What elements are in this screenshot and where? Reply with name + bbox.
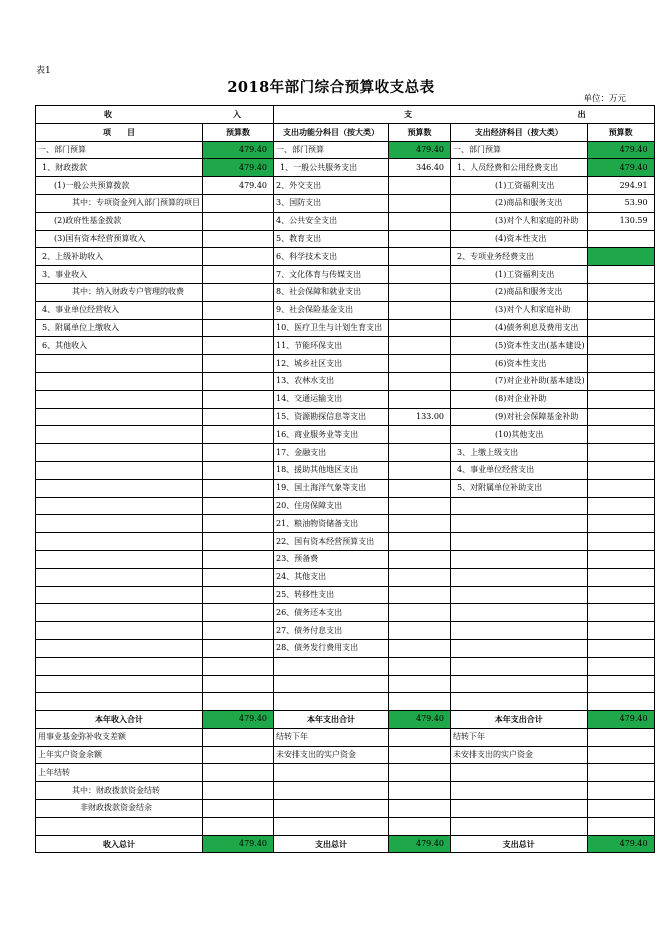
income-amount-cell (203, 283, 274, 301)
income-amount-cell (203, 764, 274, 782)
income-item-cell: 5、附属单位上缴收入 (36, 319, 203, 337)
func-amount-cell (389, 497, 451, 515)
sheet-tag: 表1 (36, 66, 51, 76)
func-amount-cell (389, 337, 451, 355)
func-amount-cell (389, 657, 451, 675)
func-amount-cell (389, 194, 451, 212)
econ-amount-cell: 294.91 (587, 177, 654, 195)
table-row (36, 800, 655, 818)
income-amount-cell (203, 408, 274, 426)
income-item-cell: 2、上级补助收入 (36, 248, 203, 266)
func-amount-cell (389, 461, 451, 479)
income-item-cell (36, 604, 203, 622)
table-row (36, 533, 655, 551)
func-item-cell: 10、医疗卫生与计划生育支出 (274, 319, 389, 337)
econ-item-cell: 支出总计 (451, 835, 588, 853)
func-item-cell: 未安排支出的实户资金 (274, 746, 389, 764)
table-row (36, 550, 655, 568)
table-row (36, 497, 655, 515)
econ-amount-cell (587, 372, 654, 390)
func-item-cell: 27、债务付息支出 (274, 622, 389, 640)
income-amount-cell (203, 604, 274, 622)
func-item-cell: 结转下年 (274, 728, 389, 746)
econ-item-cell: (5)资本性支出(基本建设) (451, 337, 588, 355)
table-row (36, 408, 655, 426)
income-item-cell: 6、其他收入 (36, 337, 203, 355)
econ-amount-cell (587, 390, 654, 408)
income-item-cell: (2)政府性基金拨款 (36, 212, 203, 230)
income-amount-cell (203, 426, 274, 444)
table-row (36, 426, 655, 444)
table-row (36, 372, 655, 390)
func-item-cell (274, 782, 389, 800)
table-row (36, 319, 655, 337)
func-amount-cell (389, 693, 451, 711)
econ-item-cell: (3)对个人和家庭的补助 (451, 212, 588, 230)
func-amount-cell (389, 212, 451, 230)
func-amount-cell (389, 568, 451, 586)
table-row (36, 194, 655, 212)
income-amount-cell (203, 301, 274, 319)
table-row (36, 675, 655, 693)
income-amount-cell (203, 533, 274, 551)
econ-amount-cell (587, 408, 654, 426)
table-row (36, 390, 655, 408)
func-item-cell: 17、金融支出 (274, 444, 389, 462)
func-item-cell: 5、教育支出 (274, 230, 389, 248)
econ-item-cell: 1、人员经费和公用经费支出 (451, 159, 588, 177)
col-econ-header: 支出经济科目（按大类） (451, 123, 588, 141)
income-amount-cell (203, 800, 274, 818)
econ-amount-cell (587, 355, 654, 373)
econ-item-cell: 4、事业单位经营支出 (451, 461, 588, 479)
func-amount-cell (389, 764, 451, 782)
econ-item-cell (451, 550, 588, 568)
func-item-cell: 9、社会保险基金支出 (274, 301, 389, 319)
func-amount-cell (389, 817, 451, 835)
econ-amount-cell: 479.40 (587, 159, 654, 177)
table-row (36, 693, 655, 711)
unit-label: 单位：万元 (583, 94, 626, 104)
income-amount-cell (203, 639, 274, 657)
econ-amount-cell (587, 230, 654, 248)
col-func-header: 支出功能分科目（按大类） (274, 123, 389, 141)
func-item-cell: 1、一般公共服务支出 (274, 159, 389, 177)
econ-amount-cell (587, 728, 654, 746)
func-item-cell: 一、部门预算 (274, 141, 389, 159)
budget-table (35, 105, 655, 853)
econ-amount-cell (587, 568, 654, 586)
func-amount-cell (389, 800, 451, 818)
page-title: 2018年部门综合预算收支总表 (227, 79, 435, 96)
econ-amount-cell (587, 675, 654, 693)
econ-amount-cell (587, 622, 654, 640)
econ-item-cell: (10)其他支出 (451, 426, 588, 444)
income-item-cell (36, 586, 203, 604)
table-row (36, 461, 655, 479)
income-item-cell (36, 408, 203, 426)
income-amount-cell (203, 586, 274, 604)
income-item-cell: 收入总计 (36, 835, 203, 853)
econ-amount-cell (587, 337, 654, 355)
func-item-cell: 21、粮油物资储备支出 (274, 515, 389, 533)
econ-item-cell (451, 497, 588, 515)
econ-amount-cell: 53.90 (587, 194, 654, 212)
func-amount-cell (389, 444, 451, 462)
income-amount-cell (203, 728, 274, 746)
func-amount-cell (389, 319, 451, 337)
table-row (36, 301, 655, 319)
func-item-cell: 26、债务还本支出 (274, 604, 389, 622)
econ-amount-cell (587, 479, 654, 497)
income-item-cell (36, 693, 203, 711)
income-item-cell: (1)一般公共预算拨款 (36, 177, 203, 195)
econ-amount-cell (587, 639, 654, 657)
func-amount-cell (389, 622, 451, 640)
func-item-cell: 本年支出合计 (274, 711, 389, 729)
econ-item-cell: (4)资本性支出 (451, 230, 588, 248)
econ-item-cell: 一、部门预算 (451, 141, 588, 159)
func-amount-cell (389, 426, 451, 444)
func-item-cell: 8、社会保障和就业支出 (274, 283, 389, 301)
func-item-cell: 24、其他支出 (274, 568, 389, 586)
econ-item-cell: 结转下年 (451, 728, 588, 746)
table-row (36, 444, 655, 462)
income-amount-cell (203, 319, 274, 337)
table-row (36, 212, 655, 230)
income-item-cell: 用事业基金弥补收支差额 (36, 728, 203, 746)
income-amount-cell (203, 515, 274, 533)
func-amount-cell (389, 675, 451, 693)
col-amount-header: 预算数 (203, 123, 274, 141)
income-amount-cell (203, 212, 274, 230)
func-amount-cell (389, 550, 451, 568)
econ-item-cell (451, 586, 588, 604)
income-item-cell: 一、部门预算 (36, 141, 203, 159)
income-amount-cell (203, 355, 274, 373)
func-item-cell: 22、国有资本经营预算支出 (274, 533, 389, 551)
income-amount-cell (203, 372, 274, 390)
table-row (36, 230, 655, 248)
econ-amount-cell: 479.40 (587, 711, 654, 729)
income-amount-cell (203, 461, 274, 479)
income-amount-cell: 479.40 (203, 835, 274, 853)
table-row (36, 248, 655, 266)
func-amount-cell (389, 479, 451, 497)
func-item-cell: 3、国防支出 (274, 194, 389, 212)
func-amount-cell (389, 355, 451, 373)
table-row (36, 657, 655, 675)
econ-item-cell: 5、对附属单位补助支出 (451, 479, 588, 497)
table-row (36, 782, 655, 800)
income-item-cell (36, 550, 203, 568)
func-item-cell (274, 675, 389, 693)
econ-item-cell (451, 817, 588, 835)
income-item-cell (36, 817, 203, 835)
econ-amount-cell (587, 248, 654, 266)
income-item-cell: 3、事业收入 (36, 266, 203, 284)
income-item-cell: (3)国有资本经营预算收入 (36, 230, 203, 248)
table-row (36, 266, 655, 284)
econ-amount-cell (587, 444, 654, 462)
econ-item-cell: (8)对企业补助 (451, 390, 588, 408)
func-amount-cell: 479.40 (389, 711, 451, 729)
econ-amount-cell (587, 800, 654, 818)
income-item-cell: 1、财政拨款 (36, 159, 203, 177)
income-amount-cell: 479.40 (203, 177, 274, 195)
econ-item-cell: 3、上缴上级支出 (451, 444, 588, 462)
income-item-cell (36, 675, 203, 693)
table-row (36, 622, 655, 640)
func-amount-cell (389, 230, 451, 248)
table-row (36, 337, 655, 355)
func-amount-cell: 479.40 (389, 141, 451, 159)
income-item-cell (36, 461, 203, 479)
table-row (36, 141, 655, 159)
econ-item-cell: (6)资本性支出 (451, 355, 588, 373)
income-item-cell (36, 622, 203, 640)
econ-amount-cell (587, 301, 654, 319)
econ-item-cell: (2)商品和服务支出 (451, 194, 588, 212)
func-item-cell: 支出总计 (274, 835, 389, 853)
col-amount-header: 预算数 (389, 123, 451, 141)
income-item-cell: 4、事业单位经营收入 (36, 301, 203, 319)
econ-item-cell (451, 604, 588, 622)
income-amount-cell (203, 497, 274, 515)
func-item-cell: 12、城乡社区支出 (274, 355, 389, 373)
func-item-cell: 15、资源勘探信息等支出 (274, 408, 389, 426)
table-row (36, 283, 655, 301)
income-amount-cell (203, 266, 274, 284)
income-amount-cell: 479.40 (203, 141, 274, 159)
income-item-cell (36, 390, 203, 408)
econ-item-cell (451, 533, 588, 551)
table-row (36, 604, 655, 622)
income-amount-cell (203, 817, 274, 835)
income-amount-cell: 479.40 (203, 711, 274, 729)
income-item-cell (36, 657, 203, 675)
income-amount-cell (203, 622, 274, 640)
econ-item-cell: (9)对社会保障基金补助 (451, 408, 588, 426)
table-row (36, 479, 655, 497)
econ-amount-cell (587, 533, 654, 551)
func-item-cell: 7、文化体育与传媒支出 (274, 266, 389, 284)
section-header-row (36, 106, 655, 124)
econ-amount-cell (587, 817, 654, 835)
func-item-cell: 11、节能环保支出 (274, 337, 389, 355)
econ-item-cell (451, 515, 588, 533)
table-row (36, 835, 655, 853)
func-item-cell: 18、援助其他地区支出 (274, 461, 389, 479)
econ-item-cell: (3)对个人和家庭补助 (451, 301, 588, 319)
func-item-cell: 28、债务发行费用支出 (274, 639, 389, 657)
table-row (36, 711, 655, 729)
econ-item-cell (451, 622, 588, 640)
func-amount-cell (389, 639, 451, 657)
econ-amount-cell (587, 426, 654, 444)
func-amount-cell (389, 586, 451, 604)
func-item-cell (274, 800, 389, 818)
income-amount-cell (203, 479, 274, 497)
func-item-cell: 23、预备费 (274, 550, 389, 568)
econ-item-cell (451, 782, 588, 800)
econ-amount-cell (587, 604, 654, 622)
func-item-cell: 14、交通运输支出 (274, 390, 389, 408)
func-amount-cell (389, 746, 451, 764)
income-amount-cell (203, 230, 274, 248)
econ-amount-cell: 479.40 (587, 835, 654, 853)
table-row (36, 817, 655, 835)
econ-item-cell (451, 693, 588, 711)
income-item-cell: 本年收入合计 (36, 711, 203, 729)
table-row (36, 639, 655, 657)
econ-item-cell (451, 675, 588, 693)
income-amount-cell (203, 390, 274, 408)
income-item-cell (36, 568, 203, 586)
econ-amount-cell (587, 497, 654, 515)
func-amount-cell: 346.40 (389, 159, 451, 177)
econ-amount-cell (587, 586, 654, 604)
income-item-cell (36, 355, 203, 373)
econ-item-cell (451, 639, 588, 657)
func-amount-cell (389, 390, 451, 408)
income-amount-cell (203, 550, 274, 568)
func-item-cell: 16、商业服务业等支出 (274, 426, 389, 444)
func-item-cell: 19、国土海洋气象等支出 (274, 479, 389, 497)
econ-amount-cell (587, 746, 654, 764)
econ-item-cell: (4)债务利息及费用支出 (451, 319, 588, 337)
table-row (36, 746, 655, 764)
table-row (36, 764, 655, 782)
econ-item-cell: 2、专项业务经费支出 (451, 248, 588, 266)
func-amount-cell (389, 604, 451, 622)
func-amount-cell (389, 533, 451, 551)
func-item-cell: 4、公共安全支出 (274, 212, 389, 230)
income-amount-cell: 479.40 (203, 159, 274, 177)
econ-item-cell: 未安排支出的实户资金 (451, 746, 588, 764)
func-amount-cell (389, 728, 451, 746)
income-amount-cell (203, 675, 274, 693)
income-amount-cell (203, 657, 274, 675)
econ-item-cell: 本年支出合计 (451, 711, 588, 729)
income-item-cell (36, 533, 203, 551)
econ-item-cell (451, 657, 588, 675)
income-amount-cell (203, 337, 274, 355)
econ-amount-cell (587, 693, 654, 711)
col-item-header: 项 目 (36, 123, 203, 141)
func-item-cell (274, 764, 389, 782)
func-item-cell: 20、住房保障支出 (274, 497, 389, 515)
func-amount-cell (389, 301, 451, 319)
income-item-cell (36, 639, 203, 657)
income-item-cell: 其中：纳入财政专户管理的收费 (36, 283, 203, 301)
col-amount-header: 预算数 (587, 123, 654, 141)
econ-item-cell: (7)对企业补助(基本建设) (451, 372, 588, 390)
func-item-cell (274, 693, 389, 711)
func-amount-cell (389, 248, 451, 266)
table-row (36, 568, 655, 586)
func-amount-cell (389, 515, 451, 533)
income-item-cell (36, 372, 203, 390)
income-amount-cell (203, 693, 274, 711)
table-row (36, 586, 655, 604)
econ-amount-cell (587, 657, 654, 675)
income-amount-cell (203, 194, 274, 212)
func-item-cell: 6、科学技术支出 (274, 248, 389, 266)
econ-item-cell (451, 800, 588, 818)
func-item-cell: 13、农林水支出 (274, 372, 389, 390)
table-row (36, 355, 655, 373)
income-item-cell (36, 515, 203, 533)
func-item-cell: 25、转移性支出 (274, 586, 389, 604)
income-section-header: 收 入 (36, 106, 274, 124)
econ-amount-cell: 479.40 (587, 141, 654, 159)
func-amount-cell (389, 782, 451, 800)
econ-item-cell (451, 764, 588, 782)
econ-item-cell: (2)商品和服务支出 (451, 283, 588, 301)
econ-amount-cell (587, 550, 654, 568)
func-item-cell (274, 657, 389, 675)
econ-item-cell: (1)工资福利支出 (451, 177, 588, 195)
income-item-cell: 非财政拨款资金结余 (36, 800, 203, 818)
econ-amount-cell (587, 782, 654, 800)
column-header-row (36, 123, 655, 141)
table-row (36, 515, 655, 533)
table-row (36, 728, 655, 746)
income-amount-cell (203, 746, 274, 764)
income-amount-cell (203, 568, 274, 586)
income-item-cell (36, 497, 203, 515)
func-item-cell: 2、外交支出 (274, 177, 389, 195)
func-item-cell (274, 817, 389, 835)
income-item-cell (36, 426, 203, 444)
income-amount-cell (203, 248, 274, 266)
income-amount-cell (203, 782, 274, 800)
econ-amount-cell (587, 764, 654, 782)
table-row (36, 177, 655, 195)
income-item-cell (36, 444, 203, 462)
econ-amount-cell (587, 319, 654, 337)
func-amount-cell (389, 372, 451, 390)
econ-item-cell (451, 568, 588, 586)
income-item-cell: 上年实户资金余额 (36, 746, 203, 764)
econ-amount-cell (587, 461, 654, 479)
table-row (36, 159, 655, 177)
func-amount-cell (389, 283, 451, 301)
expense-section-header: 支 出 (274, 106, 655, 124)
func-amount-cell (389, 177, 451, 195)
econ-amount-cell: 130.59 (587, 212, 654, 230)
econ-amount-cell (587, 283, 654, 301)
func-amount-cell: 133.00 (389, 408, 451, 426)
income-item-cell: 其中：专项资金列入部门预算的项目 (36, 194, 203, 212)
income-amount-cell (203, 444, 274, 462)
func-amount-cell (389, 266, 451, 284)
econ-item-cell: (1)工资福利支出 (451, 266, 588, 284)
econ-amount-cell (587, 266, 654, 284)
func-amount-cell: 479.40 (389, 835, 451, 853)
income-item-cell (36, 479, 203, 497)
income-item-cell: 其中：财政拨款资金结转 (36, 782, 203, 800)
econ-amount-cell (587, 515, 654, 533)
income-item-cell: 上年结转 (36, 764, 203, 782)
